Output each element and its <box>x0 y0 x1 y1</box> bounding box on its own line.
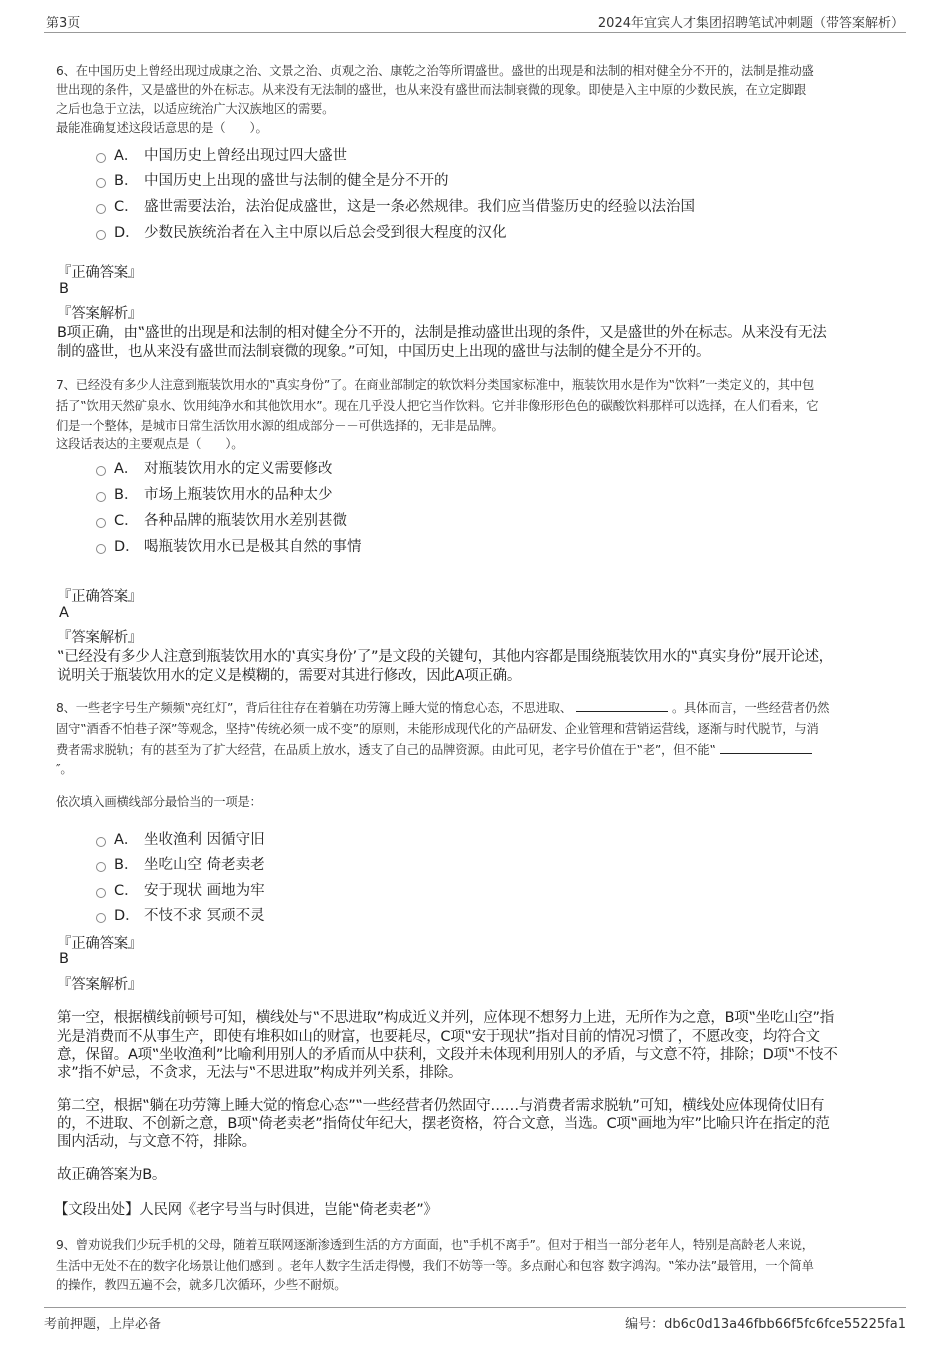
q7-option-c[interactable] <box>96 509 347 530</box>
option-text: 安于现状 画地为牢 <box>144 883 265 899</box>
q8-analysis-line: 意，保留。A项‟坐收渔利”比喻利用别人的矛盾而从中获利，文段并未体现利用别人的矛盾，与文意不符，排除；D项‟不忮不 <box>57 1047 838 1063</box>
q9-stem-line: 生活中无处不在的数字化场景让他们感到 。老年人数字生活走得慢，我们不妨等一等。多点耐心和包容 数字鸿沟。‟笨办法”最管用，一个简单 <box>56 1259 814 1273</box>
q8-analysis-line: 围内活动，与文意不符，排除。 <box>57 1134 256 1150</box>
radio-icon[interactable] <box>96 153 106 163</box>
q6-answer: B <box>59 281 69 297</box>
radio-icon[interactable] <box>96 492 106 502</box>
q7-analysis-line: ‟已经没有多少人注意到瓶装饮用水的‛真实身份’了”是文段的关键句，其他内容都是围绕瓶装饮用水的‟真实身份”展开论述， <box>57 649 833 665</box>
q6-stem-prompt: 最能准确复述这段话意思的是（ ）。 <box>56 121 268 135</box>
option-key: D． <box>114 225 140 241</box>
q6-option-c[interactable] <box>96 195 695 216</box>
option-key: C． <box>114 513 139 529</box>
option-text: 喝瓶装饮用水已是极其自然的事情 <box>144 539 362 555</box>
q7-option-b[interactable] <box>96 483 333 504</box>
q6-analysis-label: 『答案解析』 <box>57 306 143 322</box>
q7-stem-line: 括了‟饮用天然矿泉水、饮用纯净水和其他饮用水”。现在几乎没人把它当作饮料。它并非像形形色色的碳酸饮料那样可以选择，在人们看来，它 <box>56 399 819 413</box>
q8-conclusion: 故正确答案为B。 <box>57 1167 167 1183</box>
option-key: B． <box>114 857 139 873</box>
q8-answer-label: 『正确答案』 <box>57 936 143 952</box>
q8-analysis-line: 求”指不妒忌，不贪求，无法与‟不思进取”构成并列关系，排除。 <box>57 1065 463 1081</box>
radio-icon[interactable] <box>96 178 106 188</box>
q8-analysis-line: 第二空，根据‟躺在功劳簿上睡大觉的惰怠心态”‟一些经营者仍然固守……与消费者需求脱轨”可知，横线处应体现倚仗旧有 <box>57 1098 825 1114</box>
q8-analysis-line: 光是消费而不从事生产，即使有堆积如山的财富，也要耗尽，C项‟安于现状”指对目前的情况习惯了，不愿改变，均符合文 <box>57 1029 820 1045</box>
radio-icon[interactable] <box>96 204 106 214</box>
fill-blank-2 <box>720 743 812 754</box>
q8-option-b[interactable] <box>96 853 265 874</box>
q7-analysis-label: 『答案解析』 <box>57 630 143 646</box>
option-text: 不忮不求 冥顽不灵 <box>144 908 265 924</box>
q7-option-a[interactable] <box>96 457 333 478</box>
q6-option-d[interactable] <box>96 221 507 242</box>
option-text: 盛世需要法治，法治促成盛世，这是一条必然规律。我们应当借鉴历史的经验以法治国 <box>144 199 695 215</box>
q7-answer: A <box>59 605 69 621</box>
header-divider <box>44 32 906 33</box>
option-text: 各种品牌的瓶装饮用水差别甚微 <box>144 513 347 529</box>
q8-analysis-line: 第一空，根据横线前顿号可知，横线处与‟不思进取”构成近义并列，应体现不想努力上进，无所作为之意，B项‟坐吃山空”指 <box>57 1010 834 1026</box>
radio-icon[interactable] <box>96 466 106 476</box>
q6-stem-line: 世出现的条件，又是盛世的外在标志。从来没有无法制的盛世，也从来没有盛世而法制衰微的现象。即使是入主中原的少数民族，在立定脚跟 <box>56 83 807 97</box>
q6-analysis-line: 制的盛世，也从来没有盛世而法制衰微的现象。”可知，中国历史上出现的盛世与法制的健全是分不开的。 <box>57 344 711 360</box>
q8-prompt: 依次填入画横线部分最恰当的一项是： <box>56 795 262 809</box>
q8-option-c[interactable] <box>96 879 265 900</box>
q6-option-b[interactable] <box>96 169 449 190</box>
q7-answer-label: 『正确答案』 <box>57 589 143 605</box>
radio-icon[interactable] <box>96 544 106 554</box>
fill-blank-1 <box>576 701 668 712</box>
document-id: 编号：db6c0d13a46fbb66f5fc6fce55225fa1 <box>625 1317 906 1332</box>
q6-stem-line: 之后也急于立法，以适应统治广大汉族地区的需要。 <box>56 102 335 116</box>
option-key: A． <box>114 148 139 164</box>
footer-slogan: 考前押题，上岸必备 <box>44 1317 162 1332</box>
q9-stem-line: 9、曾劝说我们少玩手机的父母，随着互联网逐渐渗透到生活的方方面面，也‟手机不离手”。但对于相当一部分老年人，特别是高龄老人来说， <box>56 1238 814 1252</box>
q8-stem-line: ″。 <box>56 762 73 776</box>
page-number: 第3页 <box>46 16 81 31</box>
option-text: 坐收渔利 因循守旧 <box>144 832 265 848</box>
q8-answer: B <box>59 951 69 967</box>
q8-option-a[interactable] <box>96 828 265 849</box>
q7-stem-line: 7、已经没有多少人注意到瓶装饮用水的‟真实身份”了。在商业部制定的软饮料分类国家标准中，瓶装饮用水是作为‟饮料”一类定义的，其中包 <box>56 378 815 392</box>
option-text: 中国历史上曾经出现过四大盛世 <box>144 148 347 164</box>
option-key: B． <box>114 173 139 189</box>
option-key: D． <box>114 908 140 924</box>
q8-analysis-label: 『答案解析』 <box>57 977 143 993</box>
option-key: B． <box>114 487 139 503</box>
q8-stem-text: 费者需求脱轨；有的甚至为了扩大经营，在品质上放水，透支了自己的品牌资源。由此可见，老字号价值在于‟老”，但不能‟ <box>56 743 716 757</box>
option-text: 坐吃山空 倚老卖老 <box>144 857 265 873</box>
q7-option-d[interactable] <box>96 535 362 556</box>
radio-icon[interactable] <box>96 518 106 528</box>
q8-analysis-line: 的，不进取、不创新之意，B项‟倚老卖老”指倚仗年纪大，摆老资格，符合文意，当选。C项‟画地为牢”比喻只许在指定的范 <box>57 1116 830 1132</box>
radio-icon[interactable] <box>96 837 106 847</box>
radio-icon[interactable] <box>96 888 106 898</box>
radio-icon[interactable] <box>96 913 106 923</box>
q8-stem-text: 。具体而言，一些经营者仍然 <box>671 701 830 715</box>
q6-analysis-line: B项正确，由‟盛世的出现是和法制的相对健全分不开的，法制是推动盛世出现的条件，又是盛世的外在标志。从来没有无法 <box>57 325 827 341</box>
radio-icon[interactable] <box>96 862 106 872</box>
option-text: 对瓶装饮用水的定义需要修改 <box>144 461 333 477</box>
q8-stem-line <box>56 740 816 758</box>
option-key: D． <box>114 539 140 555</box>
q7-stem-line: 们是一个整体，是城市日常生活饮用水源的组成部分－－可供选择的，无非是品牌。 <box>56 419 504 433</box>
option-key: A． <box>114 461 139 477</box>
q7-analysis-line: 说明关于瓶装饮用水的定义是模糊的，需要对其进行修改，因此A项正确。 <box>57 668 522 684</box>
q6-option-a[interactable] <box>96 144 347 165</box>
option-text: 少数民族统治者在入主中原以后总会受到很大程度的汉化 <box>144 225 507 241</box>
q8-stem-line <box>56 698 829 716</box>
q9-stem-line: 的操作，教四五遍不会，就多几次循环，少些不耐烦。 <box>56 1278 347 1292</box>
option-text: 市场上瓶装饮用水的品种太少 <box>144 487 333 503</box>
option-key: C． <box>114 199 139 215</box>
q8-stem-line: 固守‟酒香不怕巷子深”等观念，坚持‟传统必须一成不变”的原则，未能形成现代化的产品研发、企业管理和营销运营线，逐渐与时代脱节，与消 <box>56 722 819 736</box>
q8-option-d[interactable] <box>96 904 265 925</box>
option-text: 中国历史上出现的盛世与法制的健全是分不开的 <box>144 173 449 189</box>
document-title: 2024年宜宾人才集团招聘笔试冲刺题（带答案解析） <box>597 16 904 31</box>
radio-icon[interactable] <box>96 230 106 240</box>
footer-divider <box>44 1307 906 1308</box>
option-key: A． <box>114 832 139 848</box>
q6-answer-label: 『正确答案』 <box>57 265 143 281</box>
q7-stem-prompt: 这段话表达的主要观点是（ ）。 <box>56 437 244 451</box>
q8-source: 【文段出处】人民网《老字号当与时俱进，岂能‟倚老卖老”》 <box>54 1202 438 1218</box>
q6-stem-line: 6、在中国历史上曾经出现过成康之治、文景之治、贞观之治、康乾之治等所谓盛世。盛世的出现是和法制的相对健全分不开的，法制是推动盛 <box>56 64 814 78</box>
q8-stem-text: 8、一些老字号生产频频‟亮红灯”，背后往往存在着躺在功劳簿上睡大觉的惰怠心态，不思进取、 <box>56 701 572 715</box>
option-key: C． <box>114 883 139 899</box>
